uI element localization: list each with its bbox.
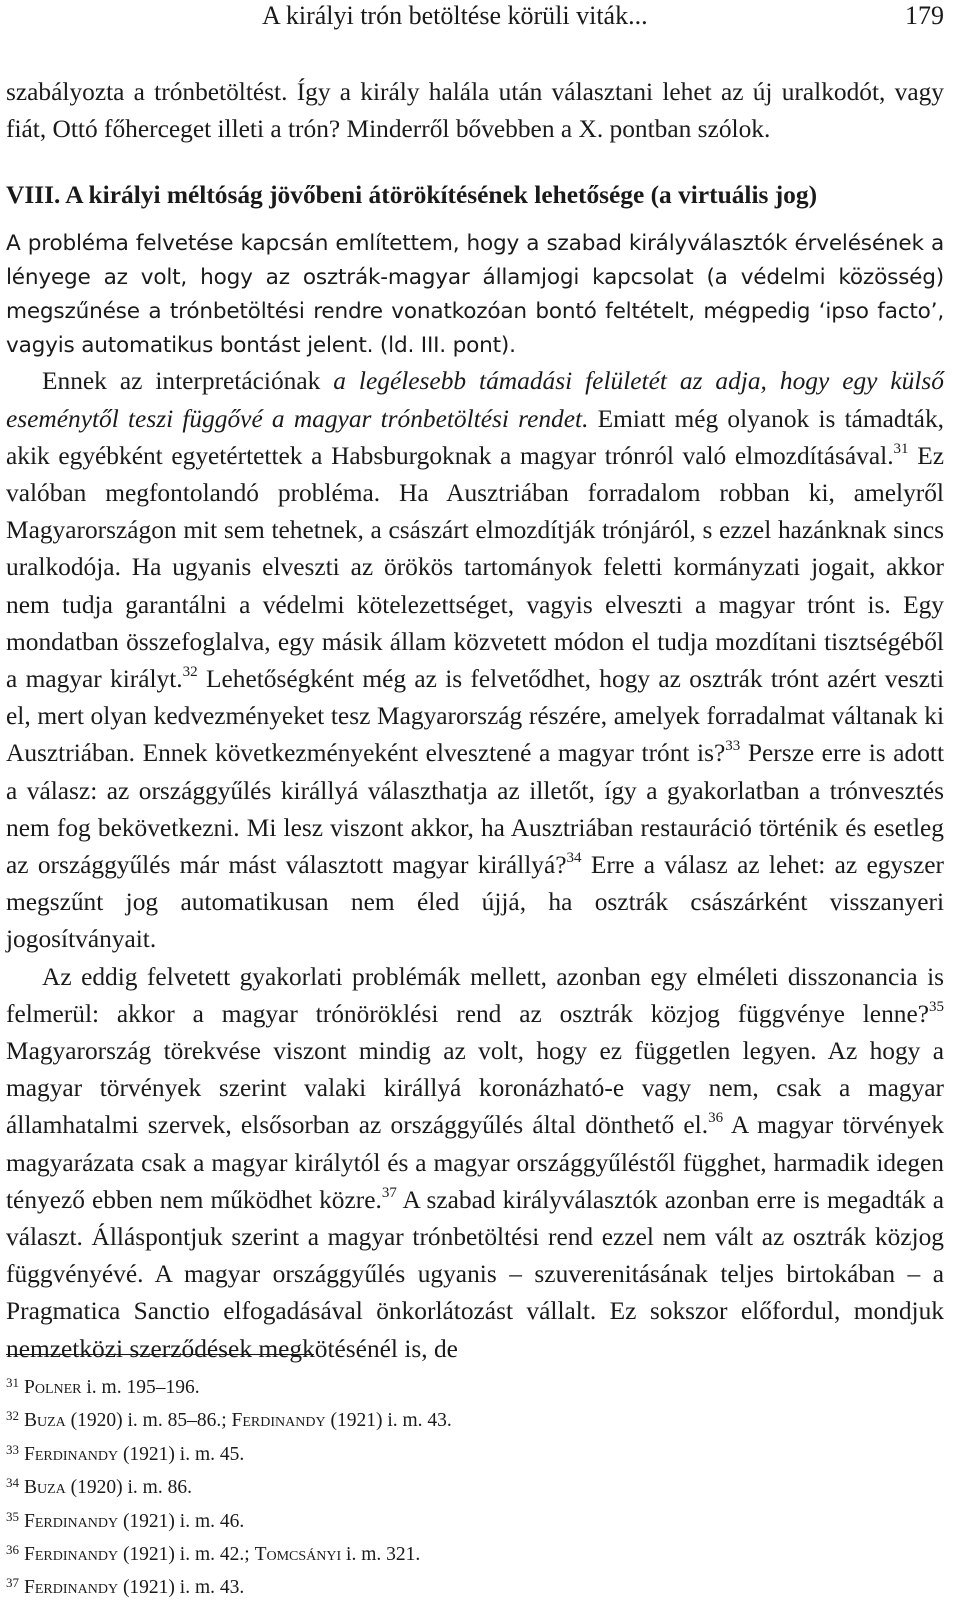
footnote-number: 37 bbox=[6, 1575, 19, 1591]
footnote-ref[interactable]: 37 bbox=[381, 1184, 397, 1201]
paragraph-text: Erre a válasz az lehet: az egyszer megszűnt jog automatikusan nem éled újjá, ha osztrák császárként visszanyeri jogosítványait. bbox=[6, 851, 944, 954]
footnote-number: 34 bbox=[6, 1475, 19, 1491]
footnote-citation: i. m. 321. bbox=[341, 1544, 421, 1566]
footnote-ref[interactable]: 36 bbox=[708, 1110, 724, 1127]
footnote-number: 36 bbox=[6, 1542, 19, 1558]
footnote-ref[interactable]: 31 bbox=[893, 440, 909, 457]
footnote-ref[interactable]: 32 bbox=[182, 664, 198, 681]
page-number: 179 bbox=[905, 1, 944, 30]
paragraph-text: Magyarország törekvése viszont mindig az volt, hogy ez független legyen. Az hogy a magyar törvények szerint valaki királlyá koronázható-e vagy nem, csak a magyar államhatalmi szervek, elsősorban az országgyűlés által dönthető el. bbox=[6, 1037, 944, 1140]
footnote-citation: i. m. 195–196. bbox=[81, 1377, 200, 1398]
footnote-author: Ferdinandy bbox=[231, 1410, 326, 1432]
footnote-number: 32 bbox=[6, 1408, 19, 1424]
footnote-author: Ferdinandy bbox=[24, 1443, 119, 1465]
footnote-citation: (1921) i. m. 43. bbox=[325, 1410, 452, 1432]
paragraph-text: Persze erre is adott a válasz: az országgyűlés királlyá választhatja az illetőt, így a gyakorlatban a trónvesztés nem fog bekövetkezni. Mi lesz viszont akkor, ha Ausztriában restauráció történik és esetleg az országgyűlés már mást választott magyar királlyá? bbox=[6, 739, 944, 880]
paragraph-intro: szabályozta a trónbetöltést. Így a király halála után választani lehet az új uralkodót, vagy fiát, Ottó főherceget illeti a trón? Minderről bővebben a X. pontban szólok. bbox=[6, 78, 944, 144]
body-text bbox=[6, 74, 944, 1368]
footnote-34 bbox=[6, 1469, 906, 1502]
paragraph-text: Ez valóban megfontolandó probléma. Ha Ausztriában forradalom robban ki, amelyről Magyarországon mit sem tehetnek, a császárt elmozdítják trónjáról, s ezzel hazánknak sincs uralkodója. Ha ugyanis elveszti az örökös tartományok feletti kormányzati jogait, akkor nem tudja garantálni a védelmi kötelezettséget, vagyis elveszti a magyar trónt is. Egy mondatban összefoglalva, egy másik állam közvetett módon el tudja mozdítani tisztségéből a magyar királyt. bbox=[6, 441, 944, 694]
paragraph-text: Ennek az interpretációnak bbox=[42, 367, 334, 396]
footnote-ref[interactable]: 33 bbox=[725, 738, 741, 755]
footnote-ref[interactable]: 34 bbox=[566, 850, 582, 867]
footnote-divider bbox=[6, 1354, 314, 1355]
footnote-author: Tomcsányi bbox=[254, 1544, 342, 1566]
running-head-title: A királyi trón betöltése körüli viták... bbox=[262, 1, 648, 30]
footnote-31 bbox=[6, 1369, 906, 1402]
running-head bbox=[0, 0, 944, 32]
footnote-citation: (1921) i. m. 46. bbox=[118, 1510, 245, 1532]
footnote-37 bbox=[6, 1569, 906, 1602]
footnote-author: Ferdinandy bbox=[24, 1544, 119, 1566]
section-heading: VIII. A királyi méltóság jövőbeni átörökítésének lehetősége (a virtuális jog) bbox=[6, 181, 818, 210]
footnote-ref[interactable]: 35 bbox=[929, 998, 944, 1015]
footnote-32 bbox=[6, 1402, 906, 1435]
italic-emphasis: a legélesebb támadási felületét az adja, hogy egy külső eseménytől teszi függővé a magyar trónbetöltési rendet. bbox=[6, 367, 944, 433]
footnote-number: 33 bbox=[6, 1441, 19, 1457]
paragraph-text: Lehetőségként még az is felvetődhet, hogy az osztrák trónt azért veszti el, mert olyan kedvezményeket tesz Magyarország részére, amelyek forradalmat váltanak ki Ausztriában. Ennek következményeként elvesztené a magyar trónt is? bbox=[6, 665, 944, 768]
footnote-citation: (1921) i. m. 43. bbox=[118, 1577, 245, 1599]
footnote-citation: (1920) i. m. 85–86.; bbox=[65, 1410, 232, 1432]
footnote-author: Buza bbox=[24, 1477, 66, 1499]
footnote-author: Ferdinandy bbox=[24, 1577, 119, 1599]
paragraph-text: A magyar törvények magyarázata csak a magyar királytól és a magyar országgyűléstől függhet, harmadik idegen tényező ebben nem működhet közre. bbox=[6, 1111, 944, 1214]
footnote-citation: (1921) i. m. 42.; bbox=[118, 1544, 255, 1566]
footnote-number: 35 bbox=[6, 1508, 19, 1524]
footnote-citation: (1920) i. m. 86. bbox=[65, 1477, 192, 1499]
paragraph-text: Emiatt még olyanok is támadták, akik egyébként egyetértettek a Habsburgoknak a magyar trónról való elmozdításával. bbox=[6, 404, 944, 470]
paragraph-theoretical-dissonance bbox=[6, 959, 944, 1368]
paragraph-text: Az eddig felvetett gyakorlati problémák mellett, azonban egy elméleti disszonancia is felmerül: akkor a magyar trónöröklési rend az osztrák közjog függvénye lenne? bbox=[6, 962, 944, 1028]
paragraph-interpretation bbox=[6, 363, 944, 958]
footnote-citation: (1921) i. m. 45. bbox=[118, 1443, 245, 1465]
footnote-36 bbox=[6, 1536, 906, 1569]
footnote-number: 31 bbox=[6, 1375, 19, 1390]
footnote-33 bbox=[6, 1436, 906, 1469]
paragraph-problem-statement: A probléma felvetése kapcsán említettem, hogy a szabad királyválasztók érvelésének a lényege az volt, hogy az osztrák-magyar államjogi kapcsolat (a védelmi közösség) megszűnése a trónbetöltési rendre vonatkozóan bontó feltételt, mégpedig ‘ipso facto’, vagyis automatikus bontást jelent. (ld. III. pont). bbox=[6, 231, 944, 359]
footnotes bbox=[6, 1369, 906, 1603]
footnote-35 bbox=[6, 1503, 906, 1536]
footnote-author: Polner bbox=[24, 1377, 82, 1398]
paragraph-text: A szabad királyválasztók azonban erre is megadták a választ. Álláspontjuk szerint a magyar trónbetöltési rend ezzel nem vált az osztrák közjog függvényévé. A magyar országgyűlés ugyanis – szuverenitásának teljes birtokában – a Pragmatica Sanctio elfogadásával önkorlátozást vállalt. Ez sokszor előfordul, mondjuk nemzetközi szerződések megkötésénél is, de bbox=[6, 1185, 944, 1363]
footnote-author: Ferdinandy bbox=[24, 1510, 119, 1532]
footnote-author: Buza bbox=[24, 1410, 66, 1432]
